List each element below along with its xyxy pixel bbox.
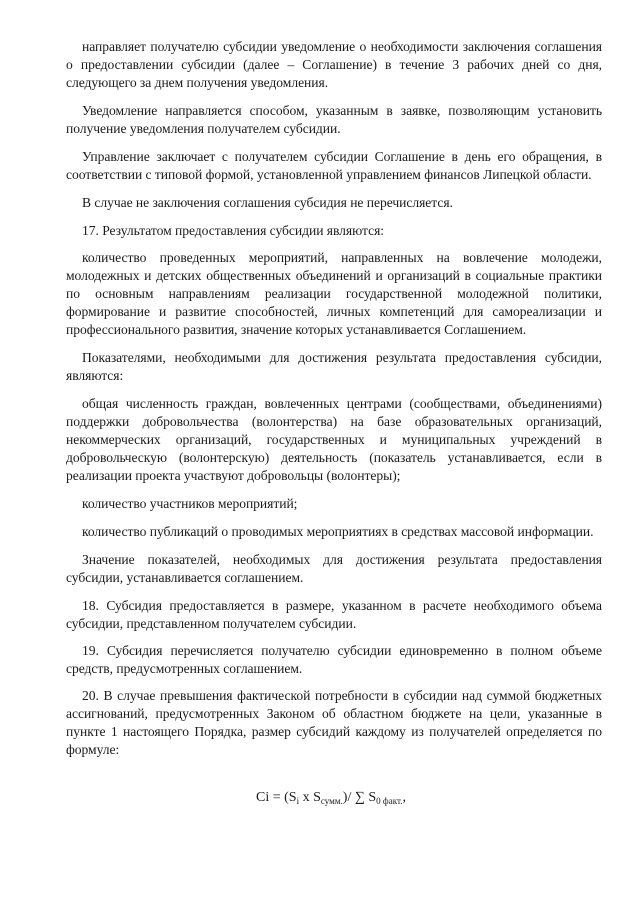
paragraph-indicator-volunteers: общая численность граждан, вовлеченных центрами (сообществами, объединениями) поддержки добровольчества (волонтерства) на базе образовательных организаций, некоммерческих организаций, государственных и муниципальных учреждений в добровольческую (волонтерскую) деятельность (показатель устанавливается, если в реализации проекта участвуют добровольцы (волонтеры); (66, 396, 602, 483)
formula-sub-fact: 0 факт. (376, 796, 403, 806)
paragraph-no-agreement: В случае не заключения соглашения субсидия не перечисляется. (82, 195, 453, 210)
paragraph-indicator-publications: количество публикаций о проводимых мероприятиях в средствах массовой информации. (82, 524, 594, 539)
paragraph-notification-agreement: направляет получателю субсидии уведомление о необходимости заключения соглашения о предоставлении субсидии (далее – Соглашение) в течение 3 рабочих дней со дня, следующего за днем получения уведомления. (66, 39, 602, 90)
paragraph-item-18: 18. Субсидия предоставляется в размере, указанном в расчете необходимого объема субсидии, представленном получателем субсидии. (66, 598, 602, 631)
paragraph-item-20: 20. В случае превышения фактической потребности в субсидии над суммой бюджетных ассигнований, предусмотренных Законом об областном бюджете на цели, указанные в пункте 1 настоящего Порядка, размер субсидий каждому из получателей определяется по формуле: (66, 688, 602, 757)
formula-times: x S (299, 790, 321, 805)
paragraph-indicator-participants: количество участников мероприятий; (82, 496, 298, 511)
paragraph-indicators-value: Значение показателей, необходимых для достижения результата предоставления субсидии, устанавливается соглашением. (66, 552, 602, 585)
paragraph-item-17: 17. Результатом предоставления субсидии являются: (82, 223, 385, 238)
formula-divide: )/ ∑ S (342, 790, 377, 805)
paragraph-indicators-intro: Показателями, необходимыми для достижения результата предоставления субсидии, являются: (66, 350, 602, 383)
paragraph-notification-method: Уведомление направляется способом, указанным в заявке, позволяющим установить получение уведомления получателем субсидии. (66, 103, 602, 136)
paragraph-agreement-conclusion: Управление заключает с получателем субсидии Соглашение в день его обращения, в соответствии с типовой формой, установленной управлением финансов Липецкой области. (66, 149, 602, 182)
paragraph-result-events: количество проведенных мероприятий, направленных на вовлечение молодежи, молодежных и детских общественных объединений и организаций в социальные практики по основным направлениям реализации государственной молодежной политики, формирование и развитие способностей, личных компетенций для самореализации и профессионального развития, значение которых устанавливается Соглашением. (66, 250, 602, 337)
formula-sub-sum: сумм. (320, 796, 343, 806)
formula-lhs: Ci = (S (256, 790, 297, 805)
formula-sub-i: i (296, 796, 300, 806)
formula-tail: , (402, 790, 406, 805)
paragraph-item-19: 19. Субсидия перечисляется получателю субсидии единовременно в полном объеме средств, предусмотренных соглашением. (66, 643, 602, 676)
subsidy-formula (66, 789, 602, 807)
